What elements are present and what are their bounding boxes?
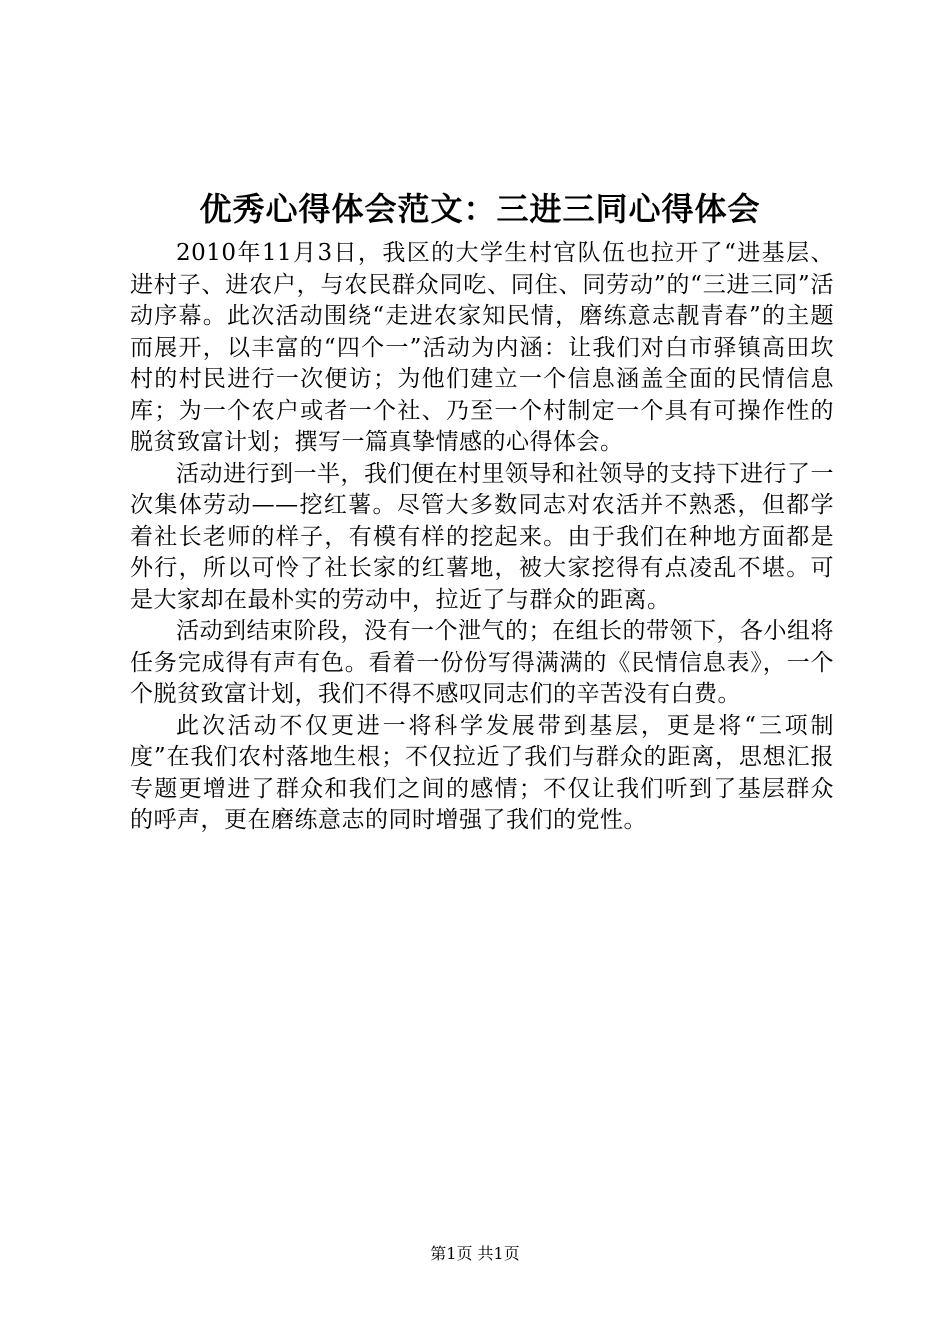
document-title: 优秀心得体会范文：三进三同心得体会 xyxy=(199,190,761,228)
document-body xyxy=(130,238,834,837)
body-paragraph-4: 此次活动不仅更进一将科学发展带到基层，更是将“三项制度”在我们农村落地生根；不仅拉近了我们与群众的距离，思想汇报专题更增进了群众和我们之间的感情；不仅让我们听到了基层群众的呼声，更在磨练意志的同时增强了我们的党性。 xyxy=(130,712,834,833)
body-paragraph-1: 2010年11月3日，我区的大学生村官队伍也拉开了“进基层、进村子、进农户，与农民群众同吃、同住、同劳动”的“三进三同”活动序幕。此次活动围绕“走进农家知民情，磨练意志靓青春”的主题而展开，以丰富的“四个一”活动为内涵：让我们对白市驿镇高田坎村的村民进行一次便访；为他们建立一个信息涵盖全面的民情信息库；为一个农户或者一个社、乃至一个村制定一个具有可操作性的脱贫致富计划；撰写一篇真挚情感的心得体会。 xyxy=(130,240,834,455)
page-footer: 第1页 共1页 xyxy=(430,1244,520,1263)
body-paragraph-2: 活动进行到一半，我们便在村里领导和社领导的支持下进行了一次集体劳动——挖红薯。尽管大多数同志对农活并不熟悉，但都学着社长老师的样子，有模有样的挖起来。由于我们在种地方面都是外行，所以可怜了社长家的红薯地，被大家挖得有点凌乱不堪。可是大家却在最朴实的劳动中，拉近了与群众的距离。 xyxy=(130,460,834,613)
body-paragraph-3: 活动到结束阶段，没有一个泄气的；在组长的带领下，各小组将任务完成得有声有色。看着一份份写得满满的《民情信息表》，一个个脱贫致富计划，我们不得不感叹同志们的辛苦没有白费。 xyxy=(130,618,834,707)
